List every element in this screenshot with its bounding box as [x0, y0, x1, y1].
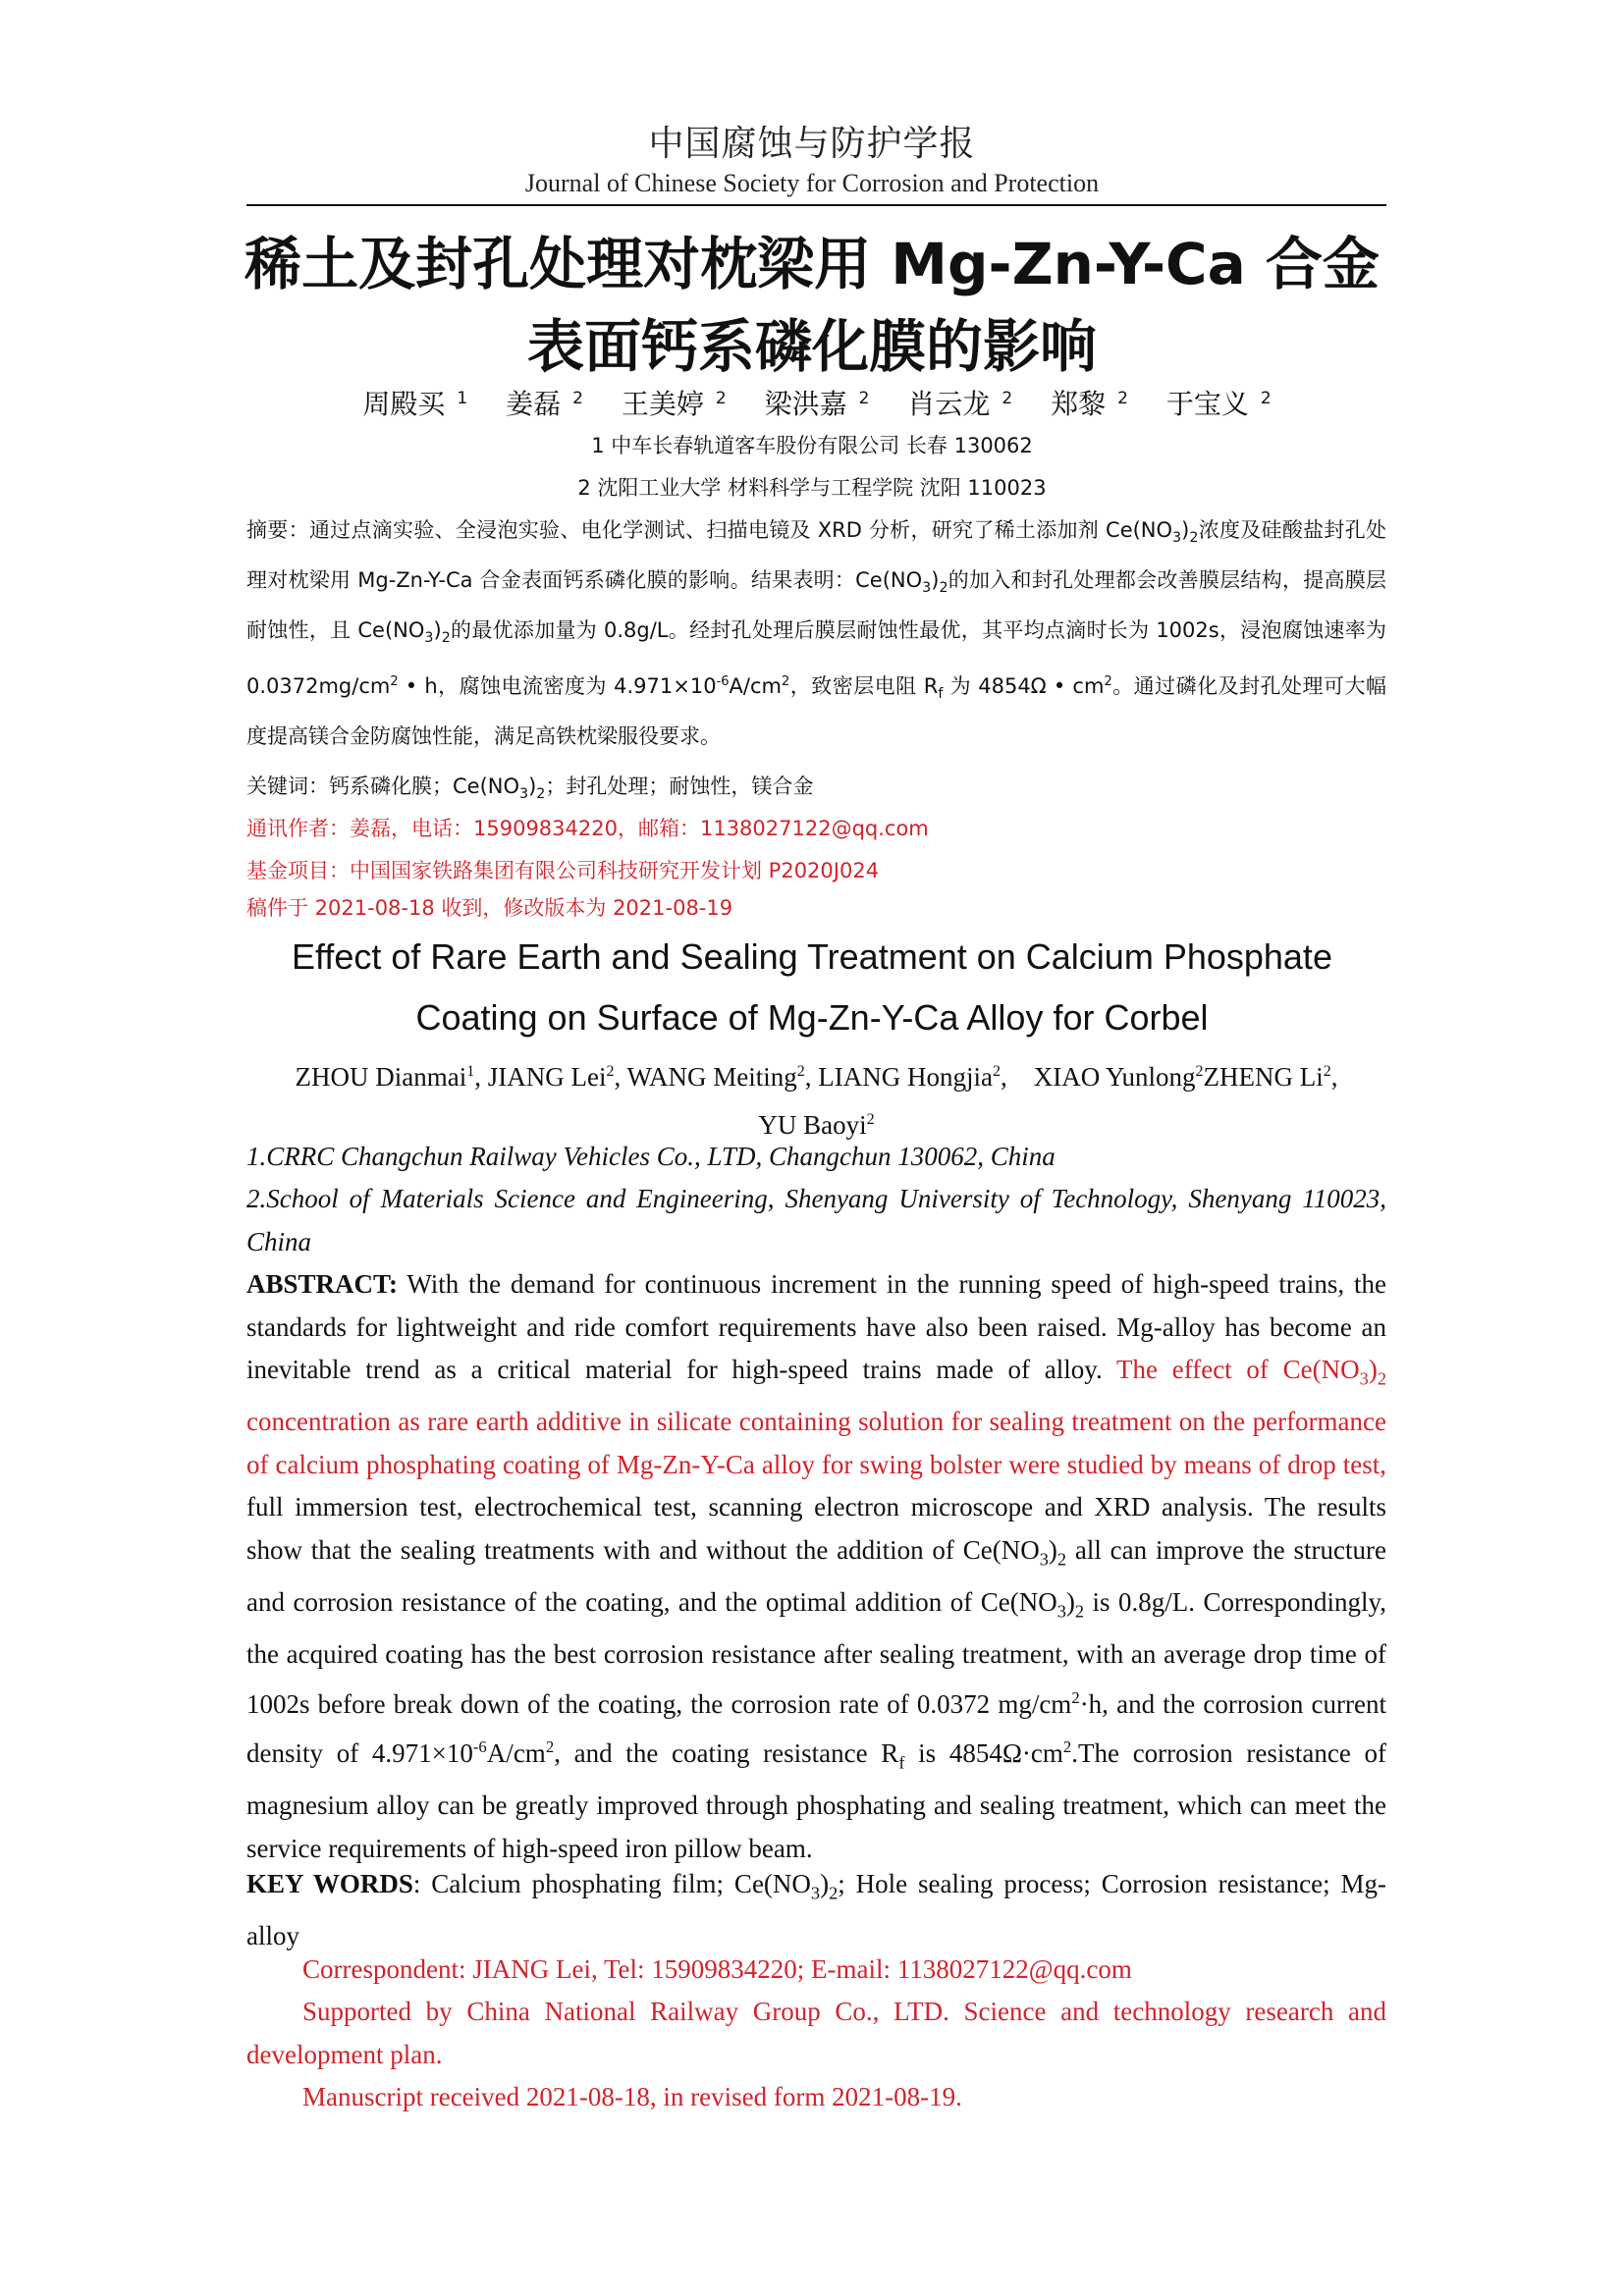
author-en: JIANG Lei$^2$,	[487, 1062, 627, 1092]
correspondent-cn: 通讯作者：姜磊，电话：15909834220，邮箱：1138027122@qq.com	[246, 817, 929, 840]
author-en: ZHENG Li$^2$,	[1203, 1062, 1338, 1092]
title-en-line1: Effect of Rare Earth and Sealing Treatment on Calcium Phosphate	[292, 936, 1332, 977]
journal-name-en: Journal of Chinese Society for Corrosion and Protection	[524, 169, 1100, 197]
funding-en: Supported by China National Railway Group Co., LTD. Science and technology research and development plan.	[246, 1997, 1386, 2069]
title-en-line2: Coating on Surface of Mg-Zn-Y-Ca Alloy for Corbel	[415, 997, 1209, 1038]
abstract-en: ABSTRACT: With the demand for continuous increment in the running speed of high-speed trains, the standards for lightweight and ride comfort requirements have also been raised. Mg-alloy has become an inevitable trend as a critical material for high-speed trains made of alloy. The effect of $Ce(NO_3)_2$ concentration as rare earth additive in silicate containing solution for sealing treatment on the performance of calcium phosphating coating of Mg-Zn-Y-Ca alloy for swing bolster were studied by means of drop test, full immersion test, electrochemical test, scanning electron microscope and XRD analysis. The results show that the sealing treatments with and without the addition of $Ce(NO_3)_2$ all can improve the structure and corrosion resistance of the coating, and the optimal addition of $Ce(NO_3)_2$ is 0.8g/L. Correspondingly, the acquired coating has the best corrosion resistance after sealing treatment, with an average drop time of 1002s before break down of the coating, the corrosion rate of 0.0372 $mg/cm^2\cdot h$, and the corrosion current density of $4.971\times 10^{-6}A/cm^2$, and the coating resistance $R_f$ is $4854\Omega\cdot cm^2.The$ corrosion resistance of magnesium alloy can be greatly improved through phosphating and sealing treatment, which can meet the service requirements of high-speed iron pillow beam.	[246, 1269, 1387, 1863]
keywords-cn: 关键词：钙系磷化膜；$Ce(NO_3)_2$；封孔处理；耐蚀性，镁合金	[246, 774, 814, 803]
author-cn: 于宝义 $^2$	[1165, 388, 1272, 420]
author-cn: 梁洪嘉 $^2$	[764, 388, 870, 420]
affiliation-en-2: 2.School of Materials Science and Engineering, Shenyang University of Technology, Shenyang 110023, China	[246, 1184, 1386, 1256]
author-en: LIANG Hongjia$^2$,	[818, 1062, 1034, 1092]
abstract-cn: 摘要：通过点滴实验、全浸泡实验、电化学测试、扫描电镜及 XRD 分析，研究了稀土添加剂 $Ce(NO_3)_2$浓度及硅酸盐封孔处理对枕梁用 Mg-Zn-Y-Ca 合金表面钙系磷化膜的影响。结果表明：$Ce(NO_3)_2$的加入和封孔处理都会改善膜层结构，提高膜层耐蚀性，且 $Ce(NO_3)_2$的最优添加量为 0.8g/L。经封孔处理后膜层耐蚀性最优，其平均点滴时长为 1002s，浸泡腐蚀速率为 $0.0372mg/cm^2$ • h，腐蚀电流密度为 $4.971\times 10^{-6}A/cm^2$，致密层电阻 $R_f$ 为 4854Ω • $cm^2$。通过磷化及封孔处理可大幅度提高镁合金防腐蚀性能，满足高铁枕梁服役要求。	[246, 518, 1387, 748]
author-list-cn	[0, 383, 1624, 422]
keywords-en: KEY WORDS: Calcium phosphating film; $Ce(NO_3)_2$; Hole sealing process; Corrosion resistance; Mg-alloy	[246, 1869, 1386, 1950]
author-list-en	[246, 1050, 1386, 1147]
author-en: XIAO Yunlong$^2$	[1033, 1062, 1204, 1092]
affiliation-en-1: 1.CRRC Changchun Railway Vehicles Co., LTD, Changchun 130062, China	[246, 1142, 1056, 1171]
author-cn: 周殿买 $^1$	[362, 388, 468, 420]
author-cn: 姜磊 $^2$	[506, 388, 583, 420]
received-cn: 稿件于 2021-08-18 收到，修改版本为 2021-08-19	[246, 896, 733, 920]
received-en: Manuscript received 2021-08-18, in revised form 2021-08-19.	[302, 2082, 962, 2111]
title-cn-line1: 稀土及封孔处理对枕梁用 Mg-Zn-Y-Ca 合金	[244, 231, 1380, 297]
journal-name-cn: 中国腐蚀与防护学报	[648, 124, 976, 164]
author-cn: 王美婷 $^2$	[621, 388, 727, 420]
header-rule	[246, 204, 1386, 206]
author-en: YU Baoyi$^2$	[758, 1110, 875, 1140]
author-cn: 肖云龙 $^2$	[907, 388, 1013, 420]
abstract-en-highlight: The effect of $Ce(NO_3)_2$ concentration as rare earth additive in silicate containing solution for sealing treatment on the performance of calcium phosphating coating of Mg-Zn-Y-Ca alloy for swing bolster were studied by means of drop test,	[246, 1355, 1386, 1479]
funding-cn: 基金项目：中国国家铁路集团有限公司科技研究开发计划 P2020J024	[246, 859, 880, 882]
author-en: ZHOU Dianmai$^1$,	[295, 1062, 488, 1092]
title-cn-line2: 表面钙系磷化膜的影响	[526, 313, 1097, 380]
affiliation-cn-1: 1 中车长春轨道客车股份有限公司 长春 130062	[591, 434, 1033, 457]
author-en: WANG Meiting$^2$,	[626, 1062, 819, 1092]
author-cn: 郑黎 $^2$	[1051, 388, 1128, 420]
correspondent-en: Correspondent: JIANG Lei, Tel: 15909834220; E-mail: 1138027122@qq.com	[302, 1954, 1132, 1984]
affiliation-cn-2: 2 沈阳工业大学 材料科学与工程学院 沈阳 110023	[577, 476, 1047, 500]
